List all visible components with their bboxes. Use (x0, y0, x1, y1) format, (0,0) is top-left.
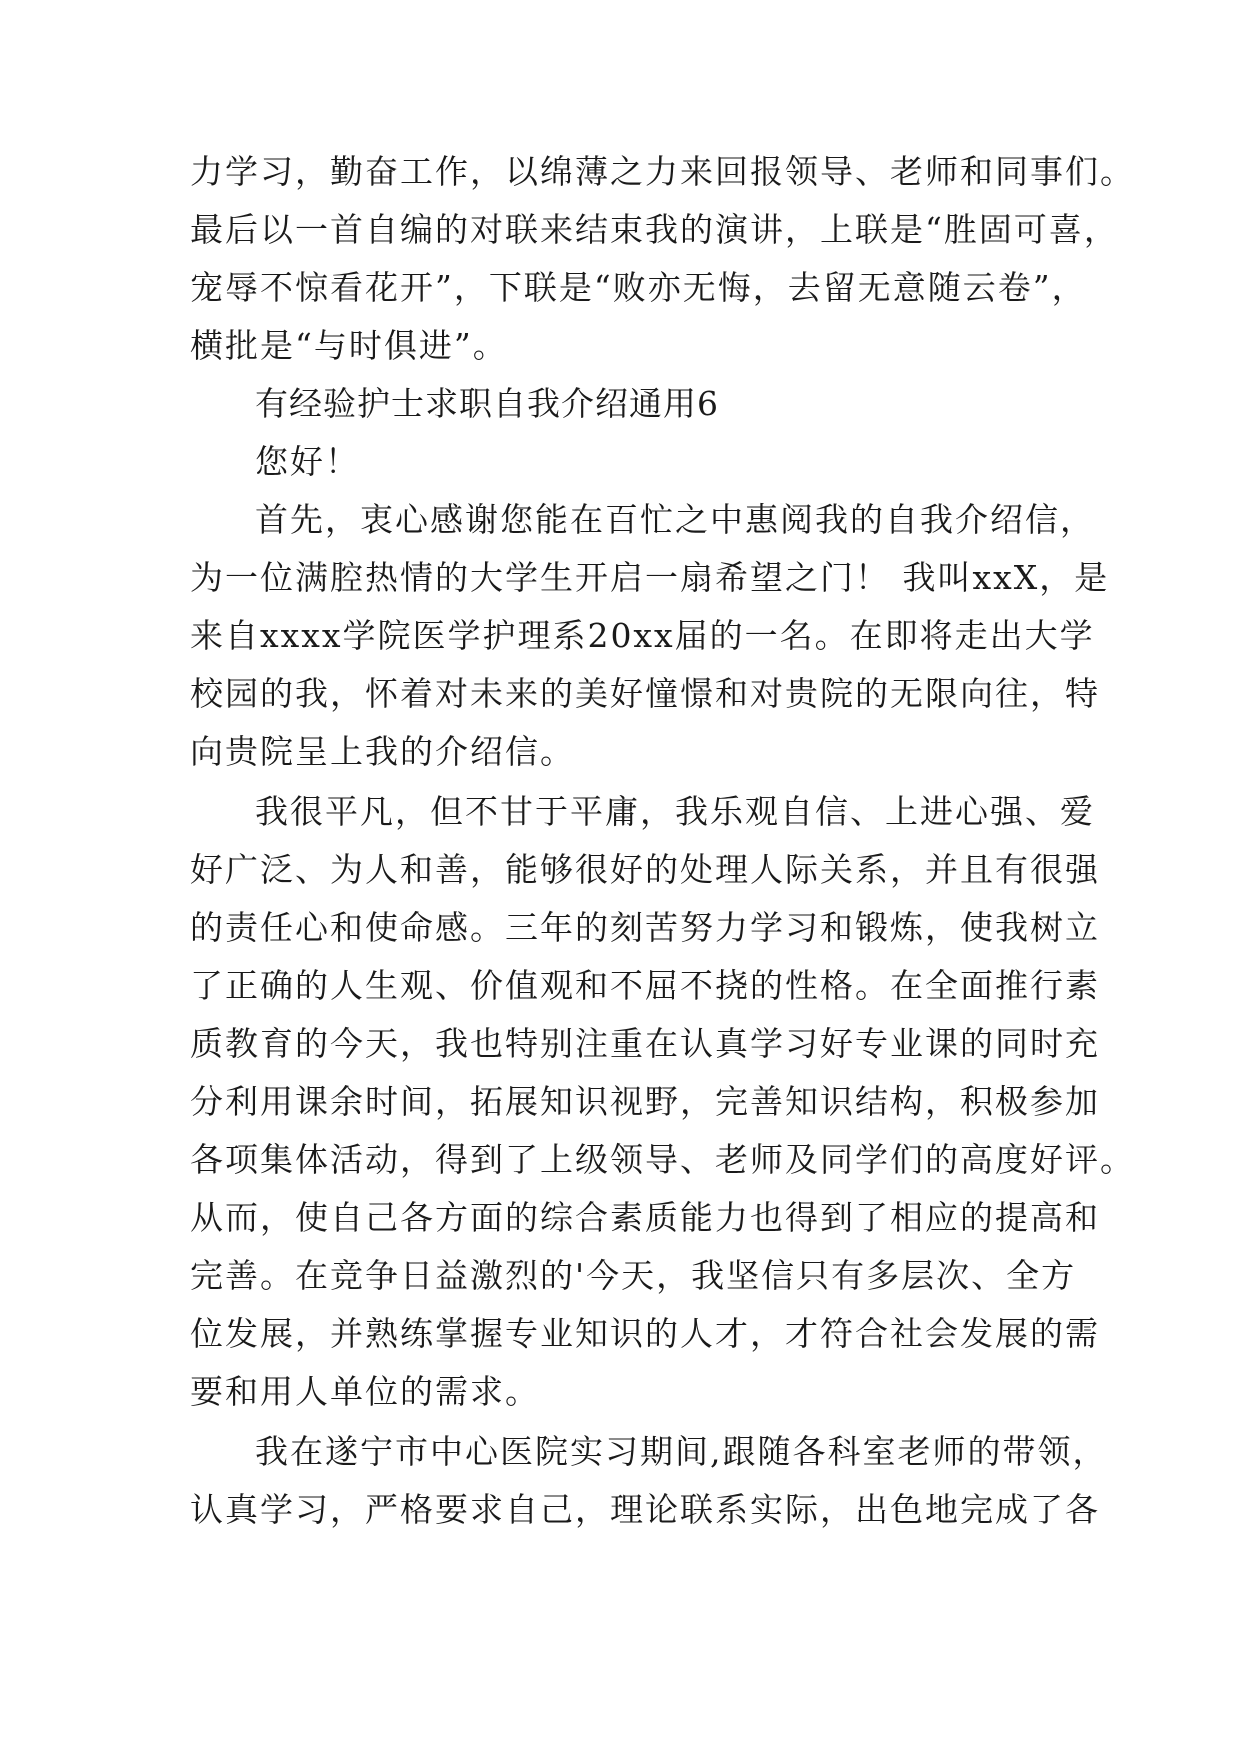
text-line: 从而，使自己各方面的综合素质能力也得到了相应的提高和 (190, 1198, 1100, 1237)
salutation: 您好！ (255, 442, 360, 481)
text-line: 来自xxxx学院医学护理系20xx届的一名。在即将走出大学 (190, 616, 1095, 655)
text-line: 向贵院呈上我的介绍信。 (190, 732, 575, 771)
text-line: 质教育的今天，我也特别注重在认真学习好专业课的同时充 (190, 1024, 1100, 1063)
text-line: 好广泛、为人和善，能够很好的处理人际关系，并且有很强 (190, 850, 1100, 889)
text-line: 位发展，并熟练掌握专业知识的人才，才符合社会发展的需 (190, 1314, 1100, 1353)
text-line: 为一位满腔热情的大学生开启一扇希望之门！ 我叫xxX，是 (190, 558, 1110, 597)
text-line: 各项集体活动，得到了上级领导、老师及同学们的高度好评。 (190, 1140, 1135, 1179)
text-line: 最后以一首自编的对联来结束我的演讲，上联是“胜固可喜， (190, 210, 1119, 249)
text-line: 我在遂宁市中心医院实习期间,跟随各科室老师的带领， (255, 1432, 1108, 1471)
text-line: 我很平凡，但不甘于平庸，我乐观自信、上进心强、爱 (255, 792, 1095, 831)
text-line: 要和用人单位的需求。 (190, 1372, 540, 1411)
text-line: 的责任心和使命感。三年的刻苦努力学习和锻炼，使我树立 (190, 908, 1100, 947)
text-line: 分利用课余时间，拓展知识视野，完善知识结构，积极参加 (190, 1082, 1100, 1121)
text-line: 认真学习，严格要求自己，理论联系实际，出色地完成了各 (190, 1490, 1100, 1529)
text-line: 横批是“与时俱进”。 (190, 326, 508, 365)
text-line: 力学习，勤奋工作，以绵薄之力来回报领导、老师和同事们。 (190, 152, 1135, 191)
text-line: 宠辱不惊看花开”，下联是“败亦无悔，去留无意随云卷”， (190, 268, 1087, 307)
text-line: 完善。在竞争日益激烈的'今天，我坚信只有多层次、全方 (190, 1256, 1077, 1295)
section-heading: 有经验护士求职自我介绍通用6 (255, 384, 719, 423)
text-line: 校园的我，怀着对未来的美好憧憬和对贵院的无限向往，特 (190, 674, 1100, 713)
text-line: 了正确的人生观、价值观和不屈不挠的性格。在全面推行素 (190, 966, 1100, 1005)
text-line: 首先，衷心感谢您能在百忙之中惠阅我的自我介绍信， (255, 500, 1095, 539)
